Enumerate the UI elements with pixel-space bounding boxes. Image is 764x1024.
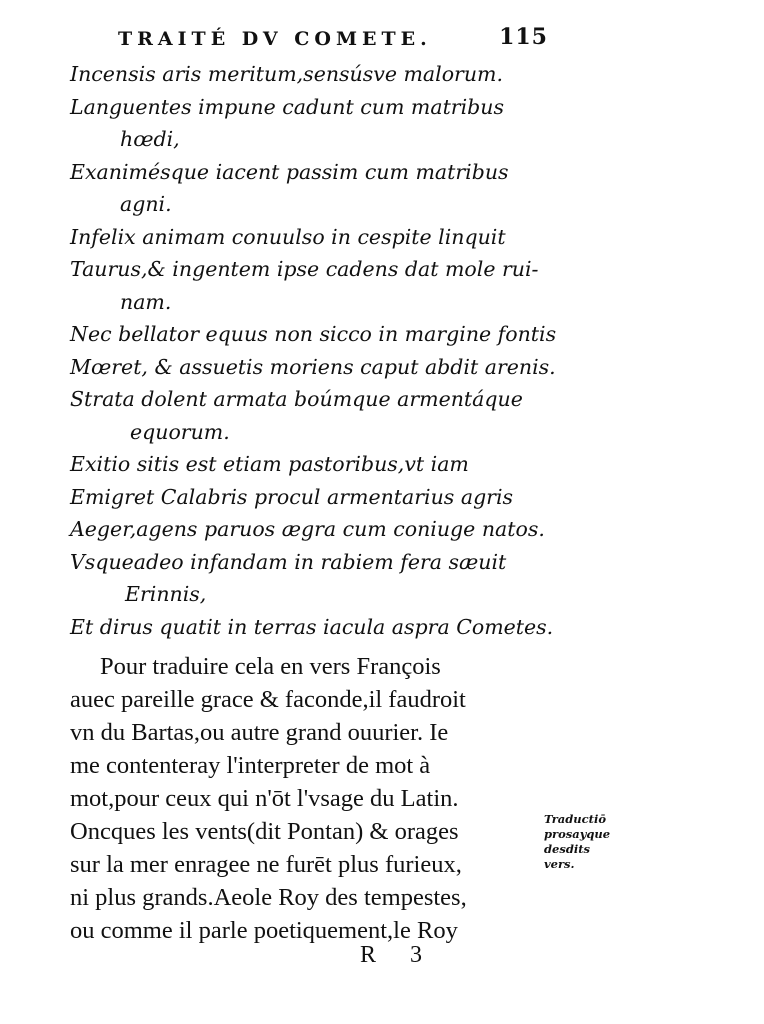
verse-line: Strata dolent armata boúmque armentáque	[70, 387, 523, 411]
verse-line: Aeger,agens paruos ægra cum coniuge natos.	[70, 517, 545, 541]
verse-line: Emigret Calabris procul armentarius agris	[70, 484, 514, 509]
verse-line: Exitio sitis est etiam pastoribus,vt iam	[70, 452, 469, 476]
verse-line: Taurus,& ingentem ipse cadens dat mole rui-	[70, 257, 539, 281]
page-number: 115	[499, 24, 548, 50]
verse-line: Et dirus quatit in terras iacula aspra Cometes.	[70, 614, 554, 639]
running-header	[118, 24, 548, 54]
prose-line: ni plus grands.Aeole Roy des tempestes,	[70, 884, 467, 911]
marginal-note	[544, 812, 634, 872]
verse-line: hœdi,	[120, 127, 180, 151]
prose-line: Pour traduire cela en vers François	[100, 653, 441, 680]
prose-line: me contenteray l'interpreter de mot à	[70, 752, 431, 779]
verse-line: Exanimésque iacent passim cum matribus	[70, 159, 509, 184]
signature-mark: R 3	[360, 942, 437, 968]
margin-note-line: desdits	[544, 842, 591, 856]
prose-line: mot,pour ceux qui n'ōt l'vsage du Latin.	[70, 785, 459, 812]
verse-line: Languentes impune cadunt cum matribus	[70, 94, 505, 119]
running-title: TRAITÉ DV COMETE.	[118, 28, 432, 50]
margin-note-line: prosayque	[544, 827, 611, 841]
prose-line: auec pareille grace & faconde,il faudroit	[70, 686, 466, 713]
verse-line: Nec bellator equus non sicco in margine fontis	[70, 322, 557, 346]
prose-line: Oncques les vents(dit Pontan) & orages	[70, 818, 459, 845]
french-prose-block	[70, 650, 540, 947]
prose-line: sur la mer enragee ne furēt plus furieux,	[70, 851, 462, 878]
verse-line: nam.	[120, 289, 172, 314]
prose-line: vn du Bartas,ou autre grand ouurier. Ie	[70, 719, 449, 746]
verse-line: Infelix animam conuulso in cespite linquit	[70, 224, 506, 249]
verse-line: Vsqueadeo infandam in rabiem fera sæuit	[70, 549, 507, 574]
margin-note-line: Traductiō	[544, 812, 606, 826]
prose-line: ou comme il parle poetiquement,le Roy	[70, 917, 458, 944]
margin-note-line: vers.	[544, 857, 575, 871]
verse-line: Incensis aris meritum,sensúsve malorum.	[70, 62, 504, 86]
verse-line: equorum.	[130, 419, 230, 444]
verse-line: Mœret, & assuetis moriens caput abdit arenis.	[70, 354, 556, 379]
verse-line: Erinnis,	[125, 582, 207, 606]
latin-verse-block	[70, 58, 557, 643]
verse-line: agni.	[120, 192, 172, 216]
